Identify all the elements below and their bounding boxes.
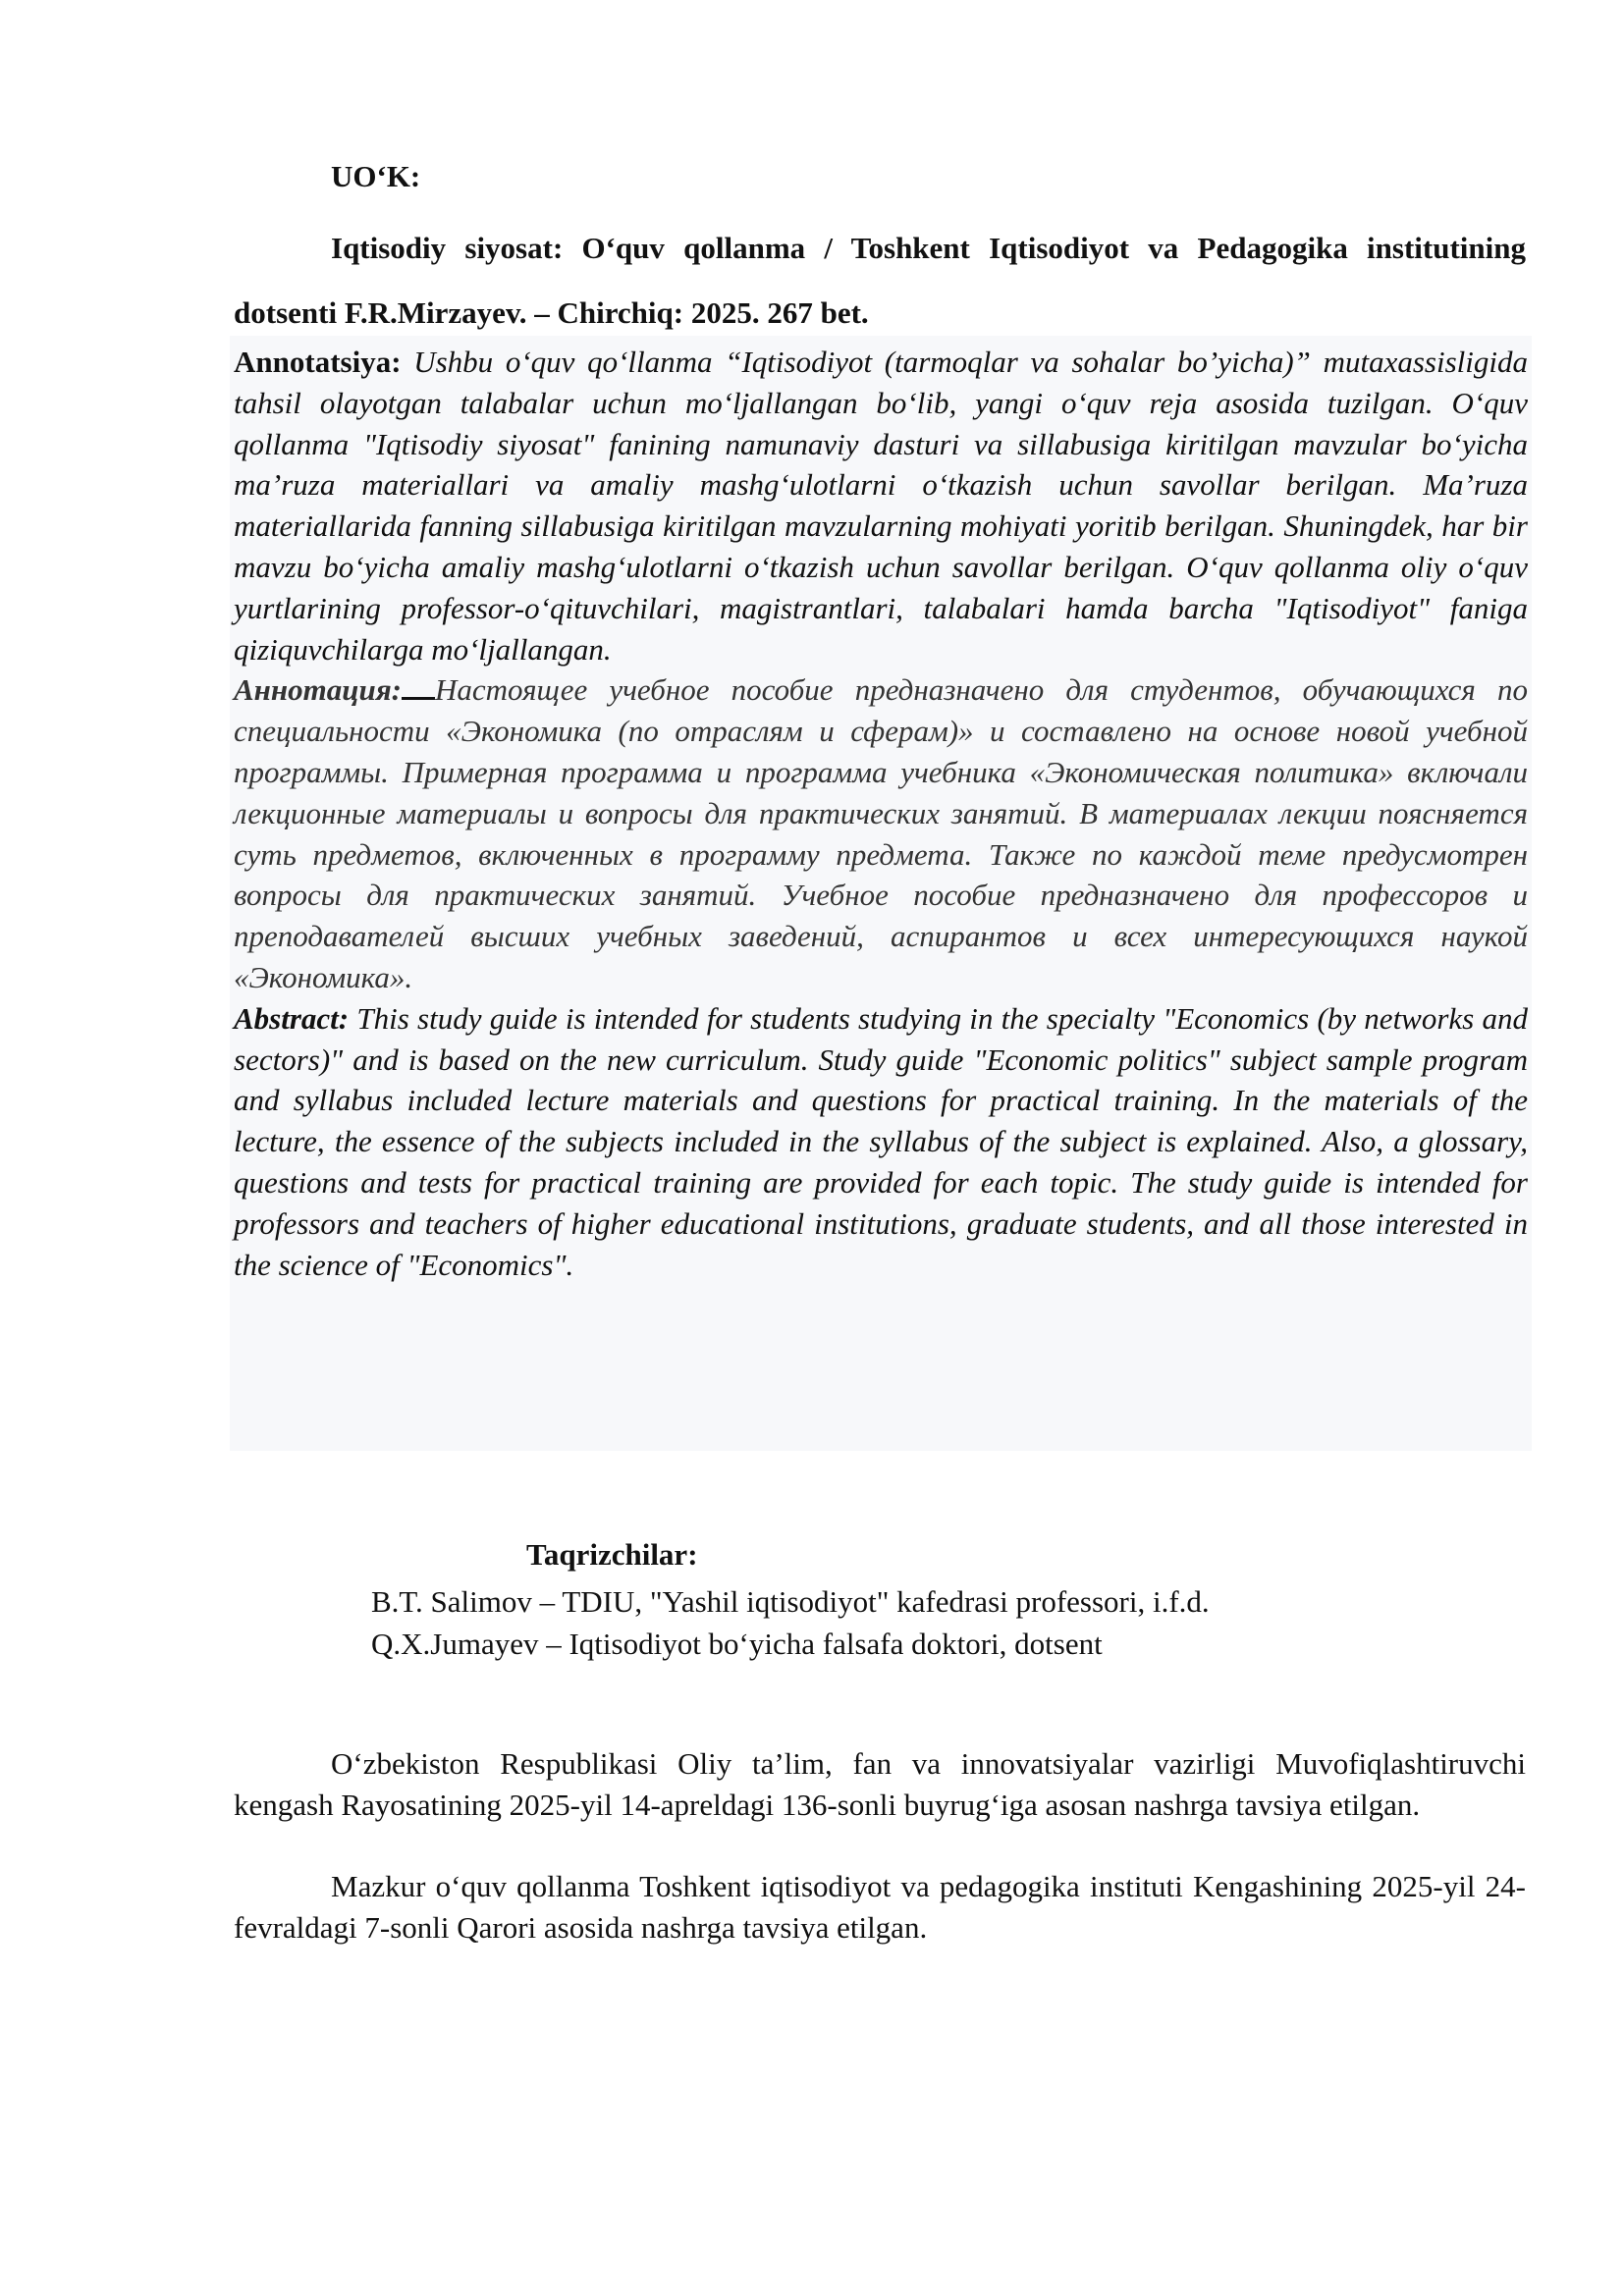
annotation-en bbox=[230, 998, 1532, 1286]
annotation-en-label: Abstract: bbox=[234, 1000, 350, 1036]
reviewer-item: B.T. Salimov – TDIU, "Yashil iqtisodiyot" kafedrasi professori, i.f.d. bbox=[371, 1584, 1210, 1619]
abstract-section bbox=[230, 336, 1532, 1451]
annotation-ru bbox=[230, 669, 1532, 997]
annotation-ru-underline bbox=[402, 673, 435, 700]
annotation-ru-text: Настоящее учебное пособие предназначено для студентов, обучающихся по специальности «Экономика (по отраслям и сферам)» и составлено на основе новой учебной программы. Примерная программа и программа учебника «Экономическая политика» включали лекционные материалы и вопросы для практических занятий. В материалах лекции поясняется суть предметов, включенных в программу предмета. Также по каждой теме предусмотрен вопросы для практических занятий. Учебное пособие предназначено для профессоров и преподавателей высших учебных заведений, аспирантов и всех интересующихся наукой «Экономика». bbox=[234, 672, 1528, 994]
bibliographic-description: Iqtisodiy siyosat: O‘quv qollanma / Toshkent Iqtisodiyot va Pedagogika institutining dotsenti F.R.Mirzayev. – Chirchiq: 2025. 267 bet. bbox=[234, 231, 1526, 330]
annotation-uz bbox=[230, 336, 1532, 669]
approval-ministry: O‘zbekiston Respublikasi Oliy ta’lim, fan va innovatsiyalar vazirligi Muvofiqlashtiruvchi kengash Rayosatining 2025-yil 14-apreldagi 136-sonli buyrug‘iga asosan nashrga tavsiya etilgan. bbox=[234, 1746, 1526, 1822]
reviewers-title: Taqrizchilar: bbox=[526, 1537, 698, 1572]
annotation-en-text: This study guide is intended for students studying in the specialty "Economics (by networks and sectors)" and is based on the new curriculum. Study guide "Economic politics" subject sample program and syllabus included lecture materials and questions for practical training. In the materials of the lecture, the essence of the subjects included in the syllabus of the subject is explained. Also, a glossary, questions and tests for practical training are provided for each topic. The study guide is intended for professors and teachers of higher educational institutions, graduate students, and all those interested in the science of "Economics". bbox=[234, 1000, 1528, 1282]
annotation-uz-label: Annotatsiya: bbox=[234, 345, 402, 379]
annotation-ru-label: Аннотация: bbox=[234, 672, 402, 708]
approval-institute: Mazkur o‘quv qollanma Toshkent iqtisodiyot va pedagogika instituti Kengashining 2025-yil 24-fevraldagi 7-sonli Qarori asosida nashrga tavsiya etilgan. bbox=[234, 1869, 1526, 1945]
reviewer-item: Q.X.Jumayev – Iqtisodiyot bo‘yicha falsafa doktori, dotsent bbox=[371, 1627, 1103, 1661]
udk-label: UO‘K: bbox=[331, 159, 421, 193]
annotation-uz-text: Ushbu o‘quv qo‘llanma “Iqtisodiyot (tarmoqlar va sohalar bo’yicha)” mutaxassisligida tahsil olayotgan talabalar uchun mo‘ljallangan bo‘lib, yangi o‘quv reja asosida tuzilgan. O‘quv qollanma "Iqtisodiy siyosat" fanining namunaviy dasturi va sillabusiga kiritilgan mavzular bo‘yicha ma’ruza materiallari va amaliy mashg‘ulotlarni o‘tkazish uchun savollar berilgan. Ma’ruza materiallarida fanning sillabusiga kiritilgan mavzularning mohiyati yoritib berilgan. Shuningdek, har bir mavzu bo‘yicha amaliy mashg‘ulotlarni o‘tkazish uchun savollar berilgan. O‘quv qollanma oliy o‘quv yurtlarining professor-o‘qituvchilari, magistrantlari, talabalari hamda barcha "Iqtisodiyot" faniga qiziquvchilarga mo‘ljallangan. bbox=[234, 345, 1528, 667]
